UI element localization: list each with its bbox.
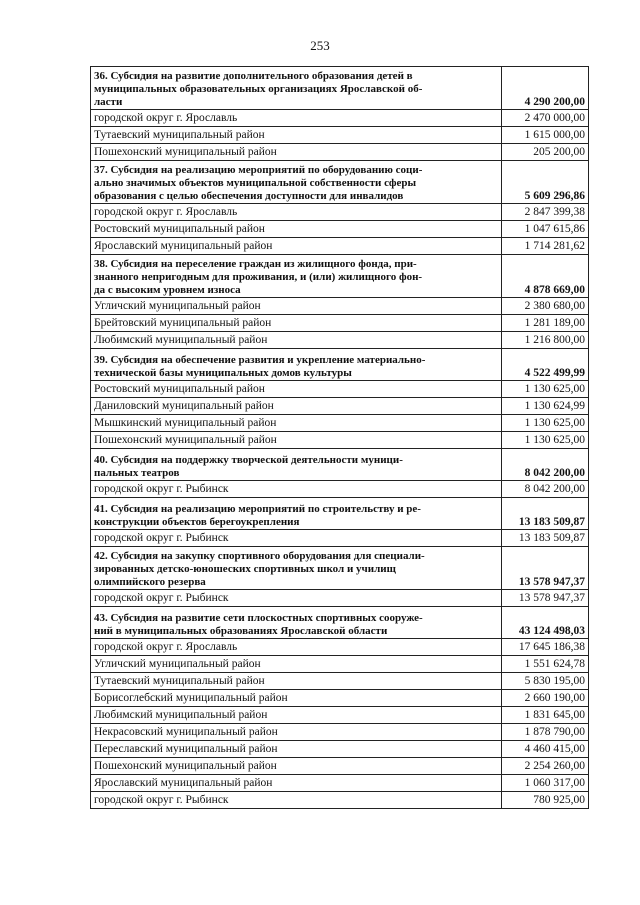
recipient-amount: 205 200,00 [502, 144, 589, 161]
recipient-amount: 5 830 195,00 [502, 673, 589, 690]
section-title-line: да с высоким уровнем износа [94, 284, 241, 296]
section-title [91, 161, 502, 204]
recipient-name: Брейтовский муниципальный район [91, 315, 502, 332]
section-title-line: 38. Субсидия на переселение граждан из жилищного фонда, при- [94, 258, 417, 270]
section-title-line: олимпийского резерва [94, 576, 206, 588]
recipient-amount: 2 660 190,00 [502, 690, 589, 707]
recipient-name: Борисоглебский муниципальный район [91, 690, 502, 707]
section-header-row [91, 449, 589, 481]
section-title-line: ально значимых объектов муниципальной собственности сферы [94, 177, 417, 189]
section-title-line: конструкции объектов берегоукрепления [94, 516, 300, 528]
recipient-amount: 1 130 625,00 [502, 432, 589, 449]
recipient-name: городской округ г. Рыбинск [91, 590, 502, 607]
recipient-amount: 1 047 615,86 [502, 221, 589, 238]
section-title-line: 36. Субсидия на развитие дополнительного образования детей в [94, 70, 413, 82]
section-total: 4 878 669,00 [502, 255, 589, 298]
section-total: 8 042 200,00 [502, 449, 589, 481]
table-row [91, 673, 589, 690]
table-row [91, 724, 589, 741]
subsidy-table [90, 66, 589, 809]
recipient-amount: 13 183 509,87 [502, 530, 589, 547]
section-title-line: 40. Субсидия на поддержку творческой деятельности муници- [94, 454, 403, 466]
recipient-amount: 4 460 415,00 [502, 741, 589, 758]
recipient-amount: 1 878 790,00 [502, 724, 589, 741]
table-row [91, 298, 589, 315]
section-title [91, 449, 502, 481]
recipient-name: Некрасовский муниципальный район [91, 724, 502, 741]
section-total: 4 522 499,99 [502, 349, 589, 381]
recipient-amount: 780 925,00 [502, 792, 589, 809]
recipient-name: Тутаевский муниципальный район [91, 673, 502, 690]
recipient-name: Тутаевский муниципальный район [91, 127, 502, 144]
table-row [91, 590, 589, 607]
table-row [91, 792, 589, 809]
recipient-name: Любимский муниципальный район [91, 707, 502, 724]
recipient-amount: 2 470 000,00 [502, 110, 589, 127]
section-header-row [91, 547, 589, 590]
table-row [91, 332, 589, 349]
recipient-name: Пошехонский муниципальный район [91, 144, 502, 161]
table-row [91, 144, 589, 161]
section-header-row [91, 255, 589, 298]
table-row [91, 530, 589, 547]
section-header-row [91, 161, 589, 204]
section-title-line: образования с целью обеспечения доступности для инвалидов [94, 190, 404, 202]
recipient-amount: 1 831 645,00 [502, 707, 589, 724]
recipient-name: Любимский муниципальный район [91, 332, 502, 349]
recipient-name: городской округ г. Ярославль [91, 639, 502, 656]
table-row [91, 127, 589, 144]
section-header-row [91, 349, 589, 381]
recipient-name: Мышкинский муниципальный район [91, 415, 502, 432]
recipient-amount: 1 615 000,00 [502, 127, 589, 144]
recipient-amount: 1 281 189,00 [502, 315, 589, 332]
section-title-line: технической базы муниципальных домов культуры [94, 367, 352, 379]
recipient-amount: 2 254 260,00 [502, 758, 589, 775]
table-row [91, 415, 589, 432]
table-row [91, 707, 589, 724]
recipient-amount: 1 714 281,62 [502, 238, 589, 255]
recipient-amount: 13 578 947,37 [502, 590, 589, 607]
section-title-line: 43. Субсидия на развитие сети плоскостных спортивных сооруже- [94, 612, 423, 624]
recipient-name: Ярославский муниципальный район [91, 775, 502, 792]
recipient-amount: 1 060 317,00 [502, 775, 589, 792]
section-title-line: зированных детско-юношеских спортивных школ и училищ [94, 563, 396, 575]
table-row [91, 238, 589, 255]
table-row [91, 690, 589, 707]
recipient-amount: 2 847 399,38 [502, 204, 589, 221]
section-header-row [91, 67, 589, 110]
table-row [91, 639, 589, 656]
page-number: 253 [310, 38, 330, 53]
section-title [91, 67, 502, 110]
section-title [91, 349, 502, 381]
recipient-name: Пошехонский муниципальный район [91, 432, 502, 449]
table-row [91, 221, 589, 238]
section-total: 13 183 509,87 [502, 498, 589, 530]
section-title-line: 42. Субсидия на закупку спортивного оборудования для специали- [94, 550, 425, 562]
table-row [91, 481, 589, 498]
section-title [91, 547, 502, 590]
recipient-name: Ярославский муниципальный район [91, 238, 502, 255]
table-row [91, 775, 589, 792]
section-title [91, 255, 502, 298]
recipient-amount: 1 130 625,00 [502, 415, 589, 432]
section-title [91, 607, 502, 639]
section-header-row [91, 607, 589, 639]
section-title-line: муниципальных образовательных организациях Ярославской об- [94, 83, 423, 95]
section-header-row [91, 498, 589, 530]
section-total: 4 290 200,00 [502, 67, 589, 110]
recipient-name: Переславский муниципальный район [91, 741, 502, 758]
recipient-name: Ростовский муниципальный район [91, 381, 502, 398]
table-row [91, 315, 589, 332]
section-total: 5 609 296,86 [502, 161, 589, 204]
recipient-amount: 1 216 800,00 [502, 332, 589, 349]
section-total: 43 124 498,03 [502, 607, 589, 639]
section-title-line: ласти [94, 96, 123, 108]
recipient-amount: 1 551 624,78 [502, 656, 589, 673]
section-title [91, 498, 502, 530]
recipient-name: Пошехонский муниципальный район [91, 758, 502, 775]
recipient-name: городской округ г. Рыбинск [91, 481, 502, 498]
section-title-line: ний в муниципальных образованиях Ярославской области [94, 625, 388, 637]
table-row [91, 398, 589, 415]
section-title-line: 41. Субсидия на реализацию мероприятий по строительству и ре- [94, 503, 421, 515]
section-total: 13 578 947,37 [502, 547, 589, 590]
table-row [91, 741, 589, 758]
table-row [91, 432, 589, 449]
recipient-amount: 1 130 624,99 [502, 398, 589, 415]
subsidy-table-body [91, 67, 589, 809]
table-row [91, 110, 589, 127]
table-row [91, 656, 589, 673]
section-title-line: 39. Субсидия на обеспечение развития и укрепление материально- [94, 354, 426, 366]
recipient-amount: 8 042 200,00 [502, 481, 589, 498]
recipient-name: Ростовский муниципальный район [91, 221, 502, 238]
recipient-name: городской округ г. Ярославль [91, 204, 502, 221]
recipient-name: Угличский муниципальный район [91, 298, 502, 315]
recipient-name: городской округ г. Рыбинск [91, 792, 502, 809]
recipient-name: городской округ г. Ярославль [91, 110, 502, 127]
table-row [91, 204, 589, 221]
table-row [91, 758, 589, 775]
recipient-amount: 17 645 186,38 [502, 639, 589, 656]
recipient-name: городской округ г. Рыбинск [91, 530, 502, 547]
table-row [91, 381, 589, 398]
section-title-line: 37. Субсидия на реализацию мероприятий по оборудованию соци- [94, 164, 423, 176]
section-title-line: знанного непригодным для проживания, и (или) жилищного фон- [94, 271, 423, 283]
recipient-amount: 2 380 680,00 [502, 298, 589, 315]
section-title-line: пальных театров [94, 467, 180, 479]
recipient-name: Даниловский муниципальный район [91, 398, 502, 415]
recipient-name: Угличский муниципальный район [91, 656, 502, 673]
recipient-amount: 1 130 625,00 [502, 381, 589, 398]
